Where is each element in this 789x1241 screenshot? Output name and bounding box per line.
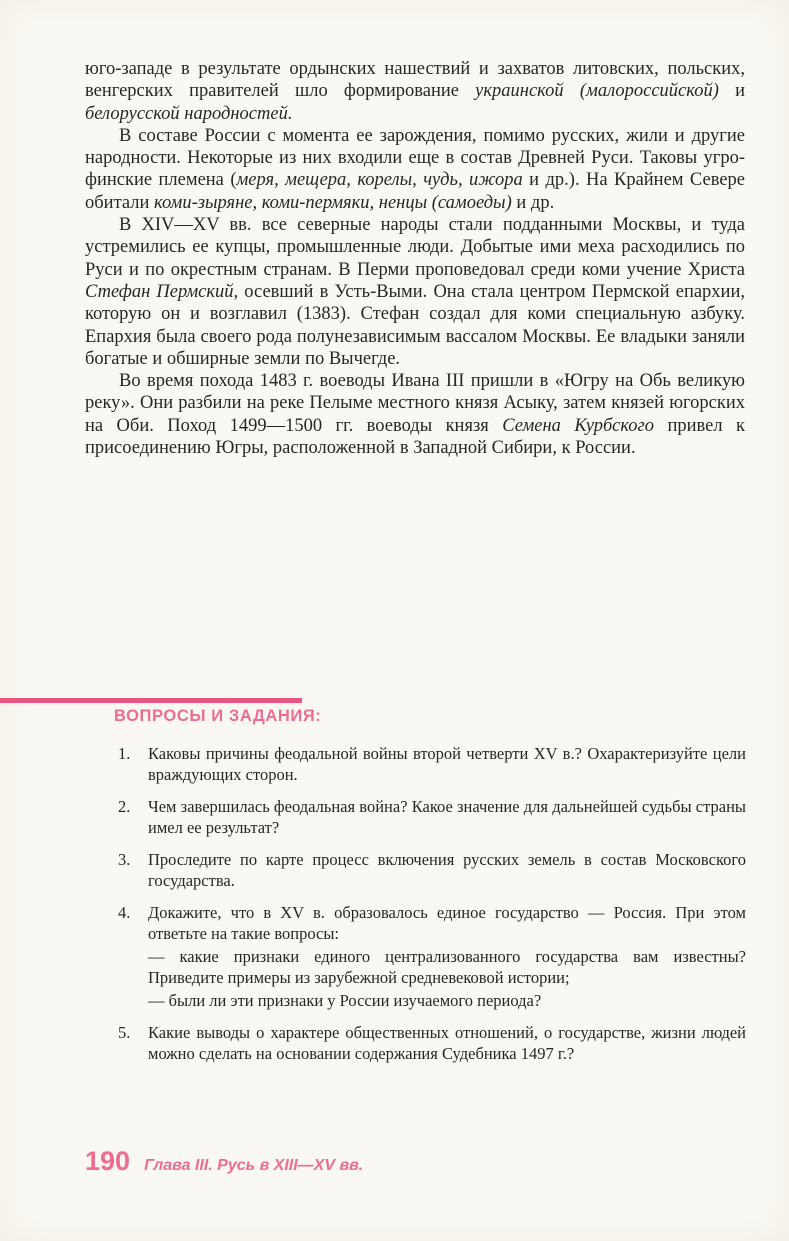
question-text — [148, 743, 746, 785]
questions-list — [118, 743, 746, 1075]
text-run: юго-западе в результате ордынских нашествий и захватов литовских, польских, венгерских правителей шло формирование — [85, 59, 745, 102]
question-item — [118, 796, 746, 838]
question-subitem: — какие признаки единого централизованного государства вам известны? Приведите примеры из зарубежной средневековой истории; — [148, 947, 746, 987]
questions-section-header: ВОПРОСЫ И ЗАДАНИЯ: — [114, 707, 322, 725]
question-number: 5. — [118, 1023, 131, 1042]
question-text — [148, 796, 746, 838]
text-run: и др. — [511, 192, 555, 213]
page-number: 190 — [85, 1146, 131, 1176]
question-number: 1. — [118, 744, 131, 763]
question-item — [118, 1022, 746, 1064]
question-text — [148, 1022, 746, 1064]
text-run-italic: Семена Курбского — [502, 415, 654, 436]
question-item — [118, 902, 746, 1011]
text-run-italic: белорусской народностей. — [85, 103, 293, 124]
section-divider-rule — [0, 698, 302, 703]
text-run: В XIV—XV вв. все северные народы стали подданными Москвы, и туда устремились ее купцы, промышленные люди. Добытые ими меха расходились по Руси и по окрестным странам. В Перми проповедовал среди коми учение Христа — [85, 215, 745, 280]
paragraph — [85, 125, 745, 214]
text-run: В составе России с момента ее зарождения, помимо русских, жили и другие народности. Некоторые из них входили еще в состав Древней Руси. Таковы угро-финские племена ( — [85, 125, 745, 191]
question-text — [148, 849, 746, 891]
question-main-text: Каковы причины феодальной войны второй четверти XV в.? Охарактеризуйте цели враждующих сторон. — [148, 744, 746, 784]
text-run-italic: коми-зыряне, коми-пермяки, ненцы (самоеды) — [154, 192, 512, 213]
question-number: 2. — [118, 797, 131, 816]
text-run-italic: украинской (малороссийской) — [475, 81, 719, 102]
question-item — [118, 849, 746, 891]
question-main-text: Чем завершилась феодальная война? Какое значение для дальнейшей судьбы страны имел ее результат? — [148, 797, 746, 837]
text-run-italic: меря, мещера, корелы, чудь, ижора — [236, 170, 523, 191]
text-run: Во время похода 1483 г. воеводы Ивана III пришли в «Югру на Обь великую реку». Они разбили на реке Пелыме местного князя Асыку, затем князей югорских на Оби. Поход 1499—1500 гг. воеводы князя — [85, 371, 745, 436]
question-item — [118, 743, 746, 785]
question-text — [148, 902, 746, 1011]
text-run: привел к присоединению Югры, расположенной в Западной Сибири, к России. — [85, 415, 745, 459]
text-run-italic: Стефан Пермский — [85, 281, 234, 302]
question-main-text: Проследите по карте процесс включения русских земель в состав Московского государства. — [148, 850, 746, 890]
page-footer — [85, 1146, 363, 1177]
question-subitem: — были ли эти признаки у России изучаемого периода? — [148, 991, 542, 1010]
chapter-title: Глава III. Русь в XIII—XV вв. — [144, 1157, 364, 1174]
text-run: и — [718, 81, 745, 102]
body-text — [85, 58, 745, 459]
question-main-text: Какие выводы о характере общественных отношений, о государстве, жизни людей можно сделать на основании содержания Судебника 1497 г.? — [148, 1023, 746, 1063]
paragraph — [85, 214, 745, 370]
question-main-text: Докажите, что в XV в. образовалось единое государство — Россия. При этом ответьте на такие вопросы: — [148, 903, 746, 943]
paragraph — [85, 58, 745, 125]
question-number: 4. — [118, 903, 131, 922]
text-run: , осевший в Усть-Выми. Она стала центром Пермской епархии, которую он и возглавил (1383). Стефан создал для коми специальную азбуку. Епархия была своего рода полунезависимым вассалом Москвы. Ее владыки заняли богатые и обширные земли по Вычегде. — [85, 281, 745, 369]
text-run: и др.). На Крайнем Севере обитали — [85, 170, 745, 213]
paragraph — [85, 370, 745, 459]
question-number: 3. — [118, 850, 131, 869]
